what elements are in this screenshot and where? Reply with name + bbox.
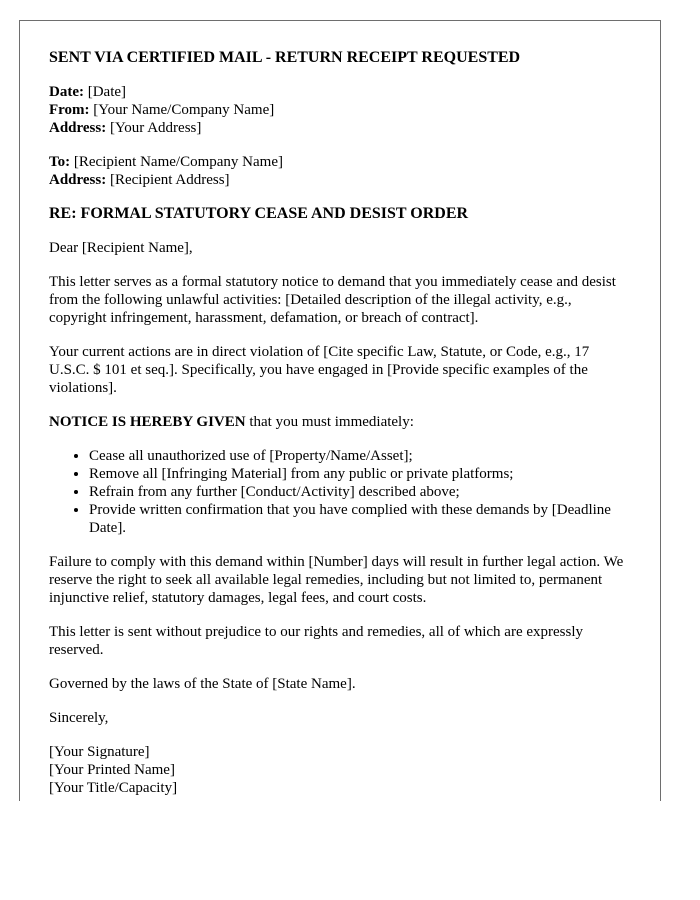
paragraph-reservation: This letter is sent without prejudice to our rights and remedies, all of which are expressly reserved. [49,624,584,658]
notice-bold-text: NOTICE IS HEREBY GIVEN [49,414,246,430]
paragraph-violation: Your current actions are in direct violation of [Cite specific Law, Statute, or Code, e.g., 17 U.S.C. $ 101 et seq.]. Specifically, you have engaged in [Provide specific examples of the violations]. [49,344,590,396]
demands-list [49,447,630,537]
notice-text: that you must immediately: [245,414,414,430]
sender-block [49,83,630,137]
to-value: [Recipient Name/Company Name] [73,154,283,170]
paragraph-governing-law: Governed by the laws of the State of [State Name]. [49,676,356,692]
letter-heading: SENT VIA CERTIFIED MAIL - RETURN RECEIPT REQUESTED [49,49,521,66]
to-line [49,153,630,171]
recipient-address-value: [Recipient Address] [109,172,230,188]
list-item: • Provide written confirmation that you have complied with these demands by [Deadline Date]. [89,501,630,537]
list-item: • Cease all unauthorized use of [Property/Name/Asset]; [89,447,630,465]
recipient-address-line [49,171,630,189]
from-value: [Your Name/Company Name] [93,102,275,118]
salutation: Dear [Recipient Name], [49,240,193,256]
date-line [49,83,630,101]
from-label: From: [49,102,90,118]
recipient-address-label: Address: [49,172,107,188]
signer-title: [Your Title/Capacity] [49,780,178,796]
signature-line: [Your Signature] [49,744,150,760]
sender-address-value: [Your Address] [109,120,202,136]
paragraph-consequences: Failure to comply with this demand within [Number] days will result in further legal action. We reserve the right to seek all available legal remedies, including but not limited to, permanent injunctive relief, statutory damages, legal fees, and court costs. [49,554,624,606]
signature-block [49,743,630,797]
printed-name: [Your Printed Name] [49,762,175,778]
list-item: • Refrain from any further [Conduct/Activity] described above; [89,483,630,501]
date-label: Date: [49,84,84,100]
to-label: To: [49,154,71,170]
subject-line: RE: FORMAL STATUTORY CEASE AND DESIST ORDER [49,205,469,222]
sender-address-label: Address: [49,120,107,136]
paragraph-demand: This letter serves as a formal statutory notice to demand that you immediately cease and desist from the following unlawful activities: [Detailed description of the illegal activity, e.g., copyright infringement, harassment, defamation, or breach of contract]. [49,274,616,326]
sender-address-line [49,119,630,137]
notice-paragraph [49,413,630,431]
list-item: • Remove all [Infringing Material] from any public or private platforms; [89,465,630,483]
date-value: [Date] [87,84,127,100]
from-line [49,101,630,119]
letter-document [19,20,661,801]
closing: Sincerely, [49,710,109,726]
recipient-block [49,153,630,189]
